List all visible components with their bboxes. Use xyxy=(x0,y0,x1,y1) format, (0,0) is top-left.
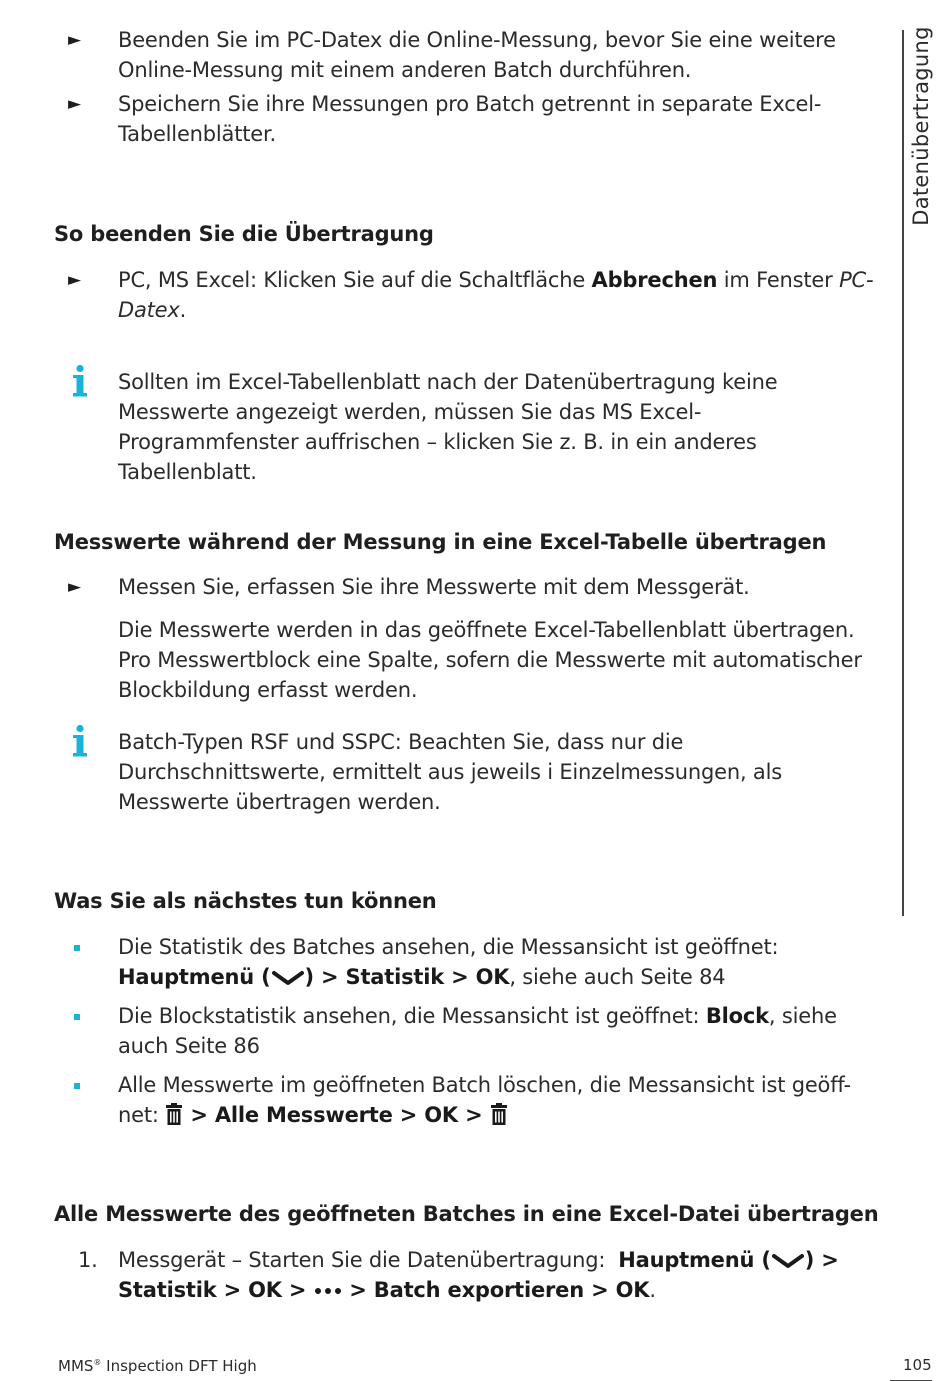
bullet-square-icon xyxy=(74,1014,80,1020)
step-number: 1. xyxy=(78,1248,98,1272)
heading-during-measurement: Messwerte während der Messung in eine Excel-Tabelle übertragen xyxy=(54,530,827,554)
top-bullet-2: Speichern Sie ihre Messungen pro Batch getrennt in separate Excel-Tabellenblätter. xyxy=(118,92,822,146)
chevron-down-icon xyxy=(271,969,305,987)
bullet-square-icon xyxy=(74,945,80,951)
heading-next-steps: Was Sie als nächstes tun können xyxy=(54,889,437,913)
heading-export: Alle Messwerte des geöffneten Batches in eine Excel-Datei übertragen xyxy=(54,1202,879,1226)
info-icon xyxy=(70,724,90,760)
bullet-triangle-icon: ► xyxy=(68,577,82,597)
trash-icon xyxy=(490,1103,508,1125)
chevron-down-icon xyxy=(771,1252,805,1270)
bullet-triangle-icon: ► xyxy=(68,270,82,290)
more-dots-icon xyxy=(313,1286,343,1296)
during-bullet: Messen Sie, erfassen Sie ihre Messwerte mit dem Messgerät. xyxy=(118,575,750,599)
bullet-square-icon xyxy=(74,1083,80,1089)
export-step-1: Messgerät – Starten Sie die Datenübertragung: Hauptmenü ( ) > Statistik > OK > > Batch exportieren > OK. xyxy=(118,1248,839,1302)
bullet-triangle-icon: ► xyxy=(68,94,82,114)
bullet-triangle-icon: ► xyxy=(68,30,82,50)
during-info-text: Batch-Typen RSF und SSPC: Beachten Sie, dass nur die Durchschnittswerte, ermittelt aus jeweils i Einzelmessungen, als Messwerte übertragen werden. xyxy=(118,730,782,814)
sidebar-label: Datenübertragung xyxy=(909,26,933,226)
page-number: 105 xyxy=(903,1356,932,1374)
during-result-text: Die Messwerte werden in das geöffnete Excel-Tabellenblatt übertragen. Pro Messwertblock eine Spalte, sofern die Messwerte mit automatischer Blockbildung erfasst werden. xyxy=(118,618,862,702)
sidebar-rule xyxy=(902,30,904,916)
next-item-block: Die Blockstatistik ansehen, die Messansicht ist geöffnet: Block, siehe auch Seite 86 xyxy=(118,1004,837,1058)
footer-product: MMS® Inspection DFT High xyxy=(58,1357,257,1375)
next-item-statistics: Die Statistik des Batches ansehen, die Messansicht ist geöffnet: Hauptmenü ( ) > Statistik > OK, siehe auch Seite 84 xyxy=(118,935,779,989)
stop-bullet: PC, MS Excel: Klicken Sie auf die Schaltfläche Abbrechen im Fenster PC-Datex. xyxy=(118,268,874,322)
next-item-delete: Alle Messwerte im geöffneten Batch löschen, die Messansicht ist geöff- net: > Alle Messwerte > OK > xyxy=(118,1073,851,1127)
stop-info-text: Sollten im Excel-Tabellenblatt nach der Datenübertragung keine Messwerte angezeigt werden, müssen Sie das MS Excel-Programmfenster auffrischen – klicken Sie z. B. in ein anderes Tabellenblatt. xyxy=(118,370,778,484)
info-icon xyxy=(70,364,90,400)
trash-icon xyxy=(165,1103,183,1125)
heading-stop-transfer: So beenden Sie die Übertragung xyxy=(54,222,434,246)
top-bullet-1: Beenden Sie im PC-Datex die Online-Messung, bevor Sie eine weitere Online-Messung mit einem anderen Batch durchführen. xyxy=(118,28,836,82)
